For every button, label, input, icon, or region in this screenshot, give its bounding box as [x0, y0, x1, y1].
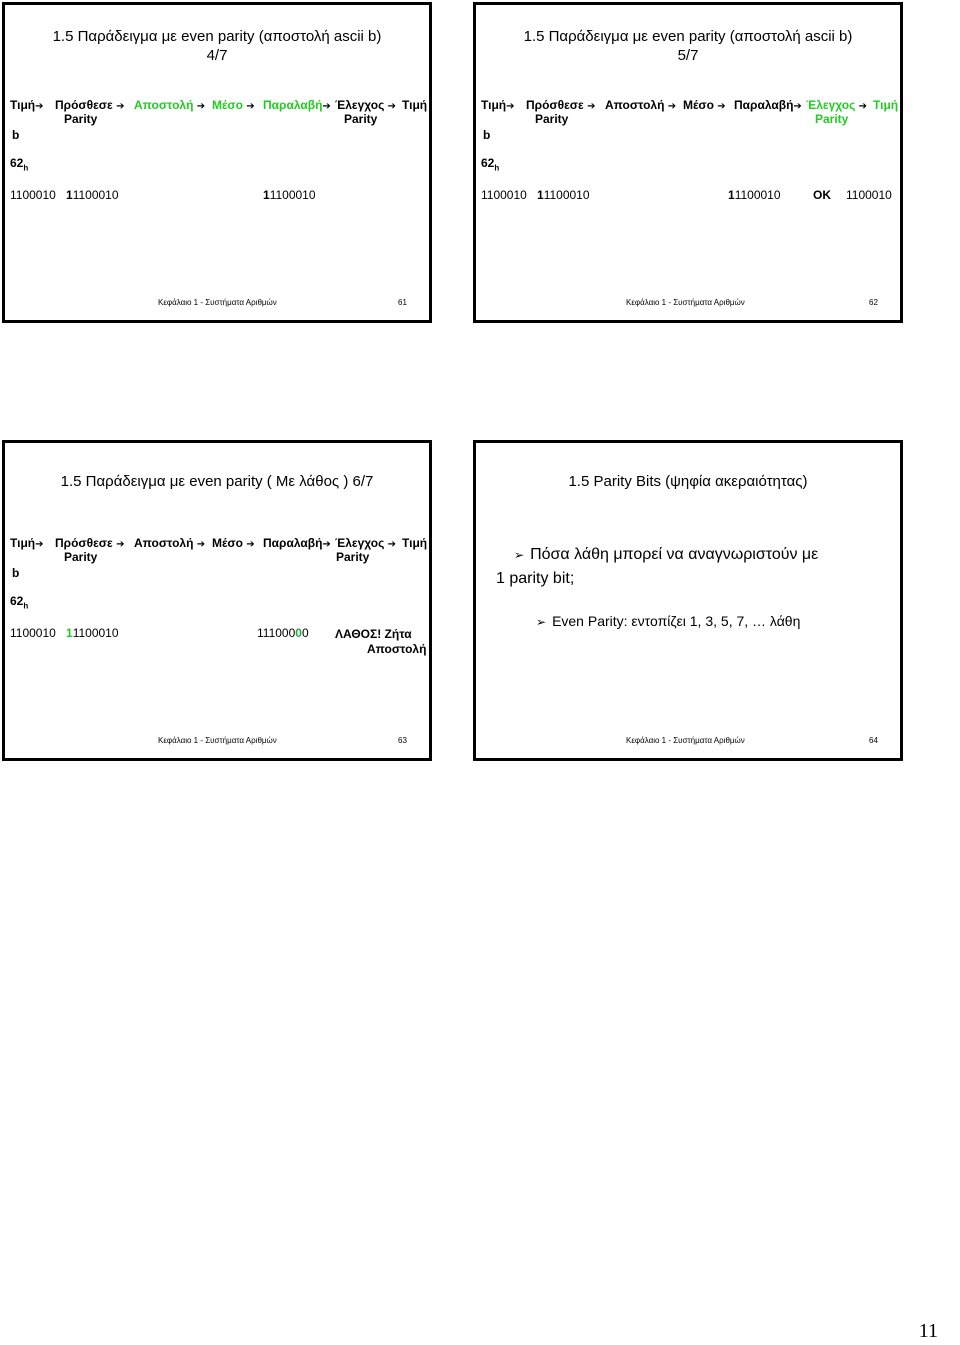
header-add: Πρόσθεσε ➔	[526, 98, 596, 112]
header-medium: Μέσο ➔	[683, 98, 726, 112]
arrow-icon: ➔	[196, 101, 206, 112]
slide-number: 61	[398, 298, 407, 307]
row-sent: 11100010	[537, 188, 590, 202]
arrow-icon: ➔	[116, 101, 125, 112]
arrow-icon: ➔	[717, 101, 726, 112]
row-sent: 11100010	[66, 626, 119, 640]
parity-diagram	[10, 536, 428, 656]
header-send: Αποστολή ➔	[134, 536, 206, 550]
arrow-icon: ➔	[35, 101, 44, 112]
header-parity-check: Parity	[815, 112, 849, 126]
slide-number: 63	[398, 736, 407, 745]
header-check: Έλεγχος ➔	[335, 536, 397, 550]
header-value: Τιμή➔	[481, 98, 515, 112]
header-receive: Παραλαβή➔	[734, 98, 802, 112]
slide-number: 64	[869, 736, 878, 745]
header-add: Πρόσθεσε ➔	[55, 98, 125, 112]
header-value-end: Τιμή	[402, 98, 428, 112]
error-message-line2: Αποστολή	[367, 642, 427, 656]
bullet-list	[496, 543, 894, 629]
header-parity-add: Parity	[535, 112, 569, 126]
arrow-icon: ➔	[587, 101, 596, 112]
arrow-icon: ➔	[667, 101, 677, 112]
parity-diagram	[10, 98, 428, 218]
row-ok: OK	[813, 188, 831, 202]
row-value: 1100010	[10, 626, 56, 640]
bullet-arrow-icon: ➢	[514, 548, 525, 562]
header-value: Τιμή➔	[10, 536, 44, 550]
bullet-arrow-icon: ➢	[536, 615, 547, 629]
arrow-icon: ➔	[116, 539, 125, 550]
bullet-item: ➢ Even Parity: εντοπίζει 1, 3, 5, 7, … λάθη	[536, 613, 801, 629]
header-add: Πρόσθεσε ➔	[55, 536, 125, 550]
header-check: Έλεγχος ➔	[335, 98, 397, 112]
row-result: 1100010	[846, 188, 892, 202]
slide-63	[2, 440, 432, 761]
arrow-icon: ➔	[858, 101, 868, 112]
slide-title: 1.5 Παράδειγμα με even parity (αποστολή ascii b) 5/7	[523, 28, 853, 64]
arrow-icon: ➔	[196, 539, 206, 550]
row-received: 11100010	[263, 188, 316, 202]
label-b: b	[483, 128, 491, 142]
footer-title: Κεφάλαιο 1 - Συστήματα Αριθμών	[158, 298, 277, 307]
header-value-end: Τιμή	[873, 98, 899, 112]
row-received: 11100000	[257, 626, 309, 640]
row-value: 1100010	[481, 188, 527, 202]
label-hex: $62_h$	[481, 156, 500, 173]
arrow-icon: ➔	[35, 539, 44, 550]
header-parity-add: Parity	[64, 550, 98, 564]
header-parity-check: Parity	[336, 550, 370, 564]
slide-title: 1.5 Παράδειγμα με even parity (αποστολή ascii b) 4/7	[52, 28, 382, 64]
header-parity-add: Parity	[64, 112, 98, 126]
label-b: b	[12, 566, 20, 580]
slide-64	[473, 440, 903, 761]
header-value: Τιμή➔	[10, 98, 44, 112]
arrow-icon: ➔	[506, 101, 515, 112]
row-value: 1100010	[10, 188, 56, 202]
arrow-icon: ➔	[793, 101, 802, 112]
header-medium: Μέσο ➔	[212, 536, 255, 550]
header-send: Αποστολή ➔	[605, 98, 677, 112]
footer-title: Κεφάλαιο 1 - Συστήματα Αριθμών	[158, 736, 277, 745]
parity-diagram	[481, 98, 899, 218]
arrow-icon: ➔	[387, 101, 397, 112]
header-receive: Παραλαβή➔	[263, 536, 331, 550]
arrow-icon: ➔	[322, 101, 331, 112]
footer-title: Κεφάλαιο 1 - Συστήματα Αριθμών	[626, 298, 745, 307]
header-value-end: Τιμή	[402, 536, 428, 550]
arrow-icon: ➔	[246, 101, 255, 112]
header-parity-check: Parity	[344, 112, 378, 126]
bullet-item: ➢ Πόσα λάθη μπορεί να αναγνωριστούν με 1 parity bit;	[496, 546, 819, 587]
arrow-icon: ➔	[387, 539, 397, 550]
slide-number: 62	[869, 298, 878, 307]
arrow-icon: ➔	[246, 539, 255, 550]
header-medium: Μέσο ➔	[212, 98, 255, 112]
label-hex: $62_h$	[10, 594, 29, 611]
header-check: Έλεγχος ➔	[806, 98, 868, 112]
footer-title: Κεφάλαιο 1 - Συστήματα Αριθμών	[626, 736, 745, 745]
slide-title: 1.5 Παράδειγμα με even parity ( Με λάθος ) 6/7	[60, 473, 374, 490]
slide-61	[2, 2, 432, 323]
slide-title: 1.5 Parity Bits (ψηφία ακεραιότητας)	[568, 473, 808, 490]
slide-62	[473, 2, 903, 323]
header-receive: Παραλαβή➔	[263, 98, 331, 112]
arrow-icon: ➔	[322, 539, 331, 550]
error-message-line1: ΛΑΘΟΣ! Ζήτα	[335, 627, 412, 641]
label-b: b	[12, 128, 20, 142]
row-sent: 11100010	[66, 188, 119, 202]
page-number: 11	[918, 1320, 938, 1342]
header-send: Αποστολή ➔	[134, 98, 206, 112]
row-received: 11100010	[728, 188, 781, 202]
label-hex: $62_h$	[10, 156, 29, 173]
